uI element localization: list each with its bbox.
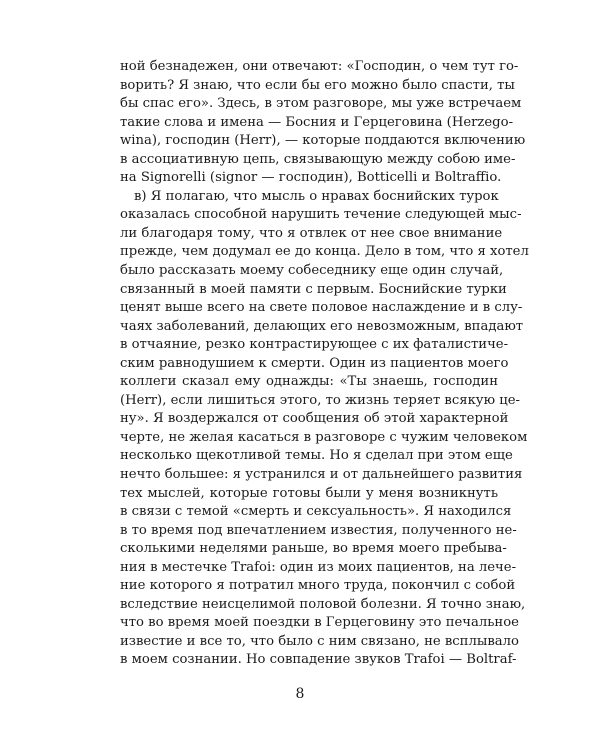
text-line: ну». Я воздержался от сообщения об этой характерной — [120, 411, 509, 427]
text-line: прежде, чем додумал ее до конца. Дело в том, что я хотел — [120, 244, 529, 260]
text-line: ния в местечке Trafoi: один из моих пациентов, на лече- — [120, 559, 517, 575]
text-line: в моем сознании. Но совпадение звуков Trafoi — Boltraf- — [120, 652, 517, 668]
text-line: известие и все то, что было с ним связано, не всплывало — [120, 633, 519, 649]
text-line: в отчаяние, резко контрастирующее с их фаталистиче- — [120, 337, 509, 353]
text-line: ценят выше всего на свете половое наслаждение и в слу- — [120, 300, 523, 316]
text-line: коллеги сказал ему однажды: «Ты знаешь, господин — [120, 374, 498, 390]
text-line: в связи с темой «смерть и сексуальность». Я находился — [120, 504, 512, 520]
text-line: было рассказать моему собеседнику еще один случай, — [120, 263, 504, 278]
text-line: такие слова и имена — Босния и Герцеговина (Herzego- — [120, 114, 514, 130]
text-line: несколько щекотливой темы. Но я сделал при этом еще — [120, 448, 513, 464]
text-line: чаях заболеваний, делающих его невозможным, впадают — [120, 318, 524, 334]
text-line: в) Я полагаю, что мысль о нравах боснийских турок — [134, 188, 499, 204]
text-line: тех мыслей, которые готовы были у меня возникнуть — [120, 485, 498, 501]
text-line: (Herr), если лишиться этого, то жизнь теряет всякую це- — [120, 392, 520, 408]
text-line: на Signorelli (signor — господин), Botticelli и Boltraffio. — [120, 170, 502, 186]
text-line: ние которого я потратил много труда, покончил с собой — [120, 578, 516, 594]
text-line: сколькими неделями раньше, во время моего пребыва- — [120, 541, 507, 557]
text-line: связанный в моей памяти с первым. Боснийские турки — [120, 281, 507, 297]
text-line: вследствие неисцелимой половой болезни. Я точно знаю, — [120, 596, 526, 612]
text-line: что во время моей поездки в Герцеговину это печальное — [120, 615, 519, 631]
text-line: ворить? Я знаю, что если бы его можно было спасти, ты — [120, 77, 515, 93]
text-line: нечто большее: я устранился и от дальнейшего развития — [120, 467, 523, 482]
text-line: ским равнодушием к смерти. Один из пациентов моего — [120, 355, 509, 371]
text-line: в ассоциативную цепь, связывающую между собою име- — [120, 151, 516, 167]
text-line: черте, не желая касаться в разговоре с чужим человеком — [120, 429, 528, 445]
text-line: в то время под впечатлением известия, полученного не- — [120, 522, 517, 538]
text-line: ли благодаря тому, что я отвлек от нее свое внимание — [120, 225, 503, 241]
text-line: ной безнадежен, они отвечают: «Господин, о чем тут го- — [120, 59, 519, 74]
text-line: оказалась способной нарушить течение следующей мыс- — [120, 207, 522, 223]
page-number: 8 — [295, 686, 305, 702]
text-line: бы спас его». Здесь, в этом разговоре, мы уже встречаем — [120, 96, 522, 112]
text-line: wina), господин (Herr), — которые поддаются включению — [120, 133, 526, 149]
